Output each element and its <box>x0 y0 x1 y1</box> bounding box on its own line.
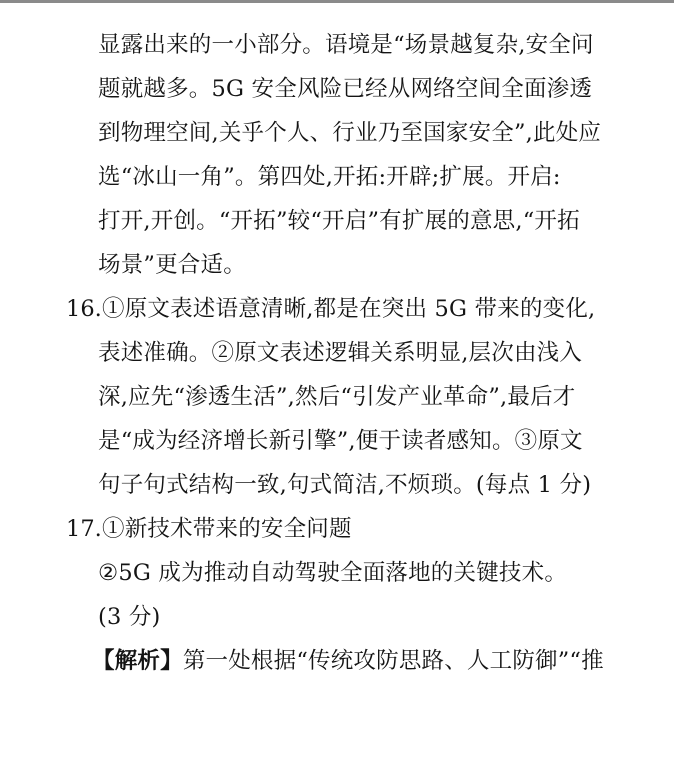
question-number: 16. <box>66 296 102 322</box>
text-line: 表述准确。②原文表述逻辑关系明显,层次由浅入 <box>98 340 583 366</box>
analysis-text: 第一处根据“传统攻防思路、人工防御”“推 <box>182 648 604 674</box>
text-line: 句子句式结构一致,句式简洁,不烦琐。(每点 1 分) <box>98 472 592 498</box>
text-line: 场景”更合适。 <box>98 252 246 278</box>
text-line: ②5G 成为推动自动驾驶全面落地的关键技术。 <box>98 560 568 586</box>
question-number: 17. <box>66 516 102 542</box>
analysis-label: 【解析】 <box>92 648 183 674</box>
text-line: (3 分) <box>98 604 161 630</box>
analysis-line <box>92 646 604 676</box>
text-line: 到物理空间,关乎个人、行业乃至国家安全”,此处应 <box>98 120 602 146</box>
text-line: 打开,开创。“开拓”较“开启”有扩展的意思,“开拓 <box>98 208 580 234</box>
text-line: ①新技术带来的安全问题 <box>102 516 352 542</box>
text-line: 是“成为经济增长新引擎”,便于读者感知。③原文 <box>98 428 583 454</box>
text-line: 深,应先“渗透生活”,然后“引发产业革命”,最后才 <box>98 384 576 410</box>
text-line: 选“冰山一角”。第四处,开拓:开辟;扩展。开启: <box>98 164 561 190</box>
top-border-line <box>0 0 674 3</box>
text-line: ①原文表述语意清晰,都是在突出 5G 带来的变化, <box>102 296 596 322</box>
text-line: 题就越多。5G 安全风险已经从网络空间全面渗透 <box>98 76 593 102</box>
text-line: 显露出来的一小部分。语境是“场景越复杂,安全问 <box>98 32 594 58</box>
